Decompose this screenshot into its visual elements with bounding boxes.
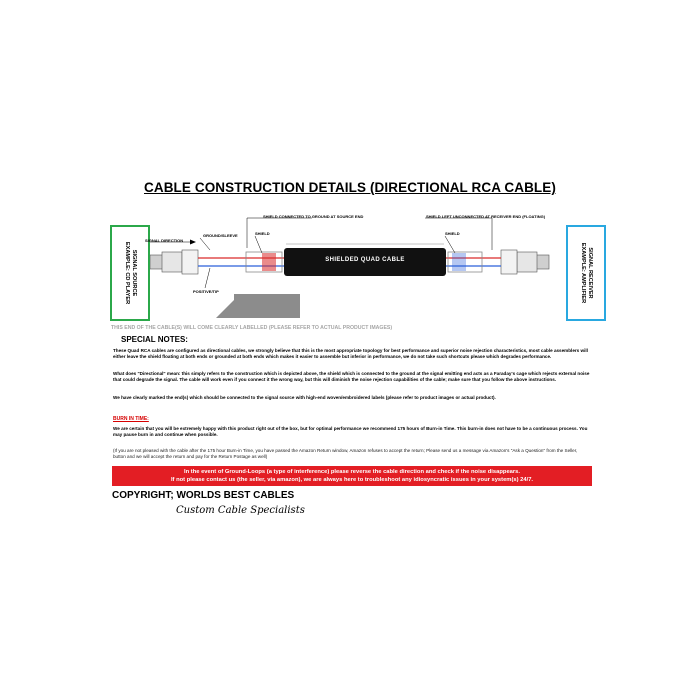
special-notes-p1: These Quad RCA cables are configured as directional cables, we strongly believe that this is the most appropriate topology for best performance and superior noise rejection characteristics, most cable assemblers will either leave the shield floating at both ends or grounded at both ends which makes it easier to assemble but inferior in performance, we do not take such shortcuts please which degrades performance.	[113, 348, 588, 360]
banner-line-2: If not please contact us (the seller, via amazon), we are always here to troubleshoot any idiosyncratic issues in your system(s) 24/7.	[170, 477, 534, 483]
special-notes-p3: We have clearly marked the end(s) which should be connected to the signal source with high-end woven/embroidered labels (please refer to product images or actual product).	[113, 395, 496, 400]
cable-label: SHIELDED QUAD CABLE	[325, 257, 405, 263]
copyright-text: COPYRIGHT; WORLDS BEST CABLES	[112, 490, 295, 501]
banner-line-1: In the event of Ground-Loops (a type of interference) please reverse the cable direction and check if the noise disappears.	[184, 469, 520, 475]
left-heatshrink	[262, 253, 276, 271]
tagline: Custom Cable Specialists	[176, 505, 305, 516]
page-title: CABLE CONSTRUCTION DETAILS (DIRECTIONAL RCA CABLE)	[144, 180, 556, 195]
ground-loop-banner	[112, 466, 592, 486]
right-heatshrink	[452, 253, 466, 271]
burn-in-p1: We are certain that you will be extremely happy with this product right out of the box, but for optimal performance we recommend 175 hours of Burn-in Time. This burn-in does not have to be a continuous process. You may pause burn in and continue when possible.	[113, 426, 588, 438]
signal-source-label: SIGNAL SOURCE	[131, 249, 138, 297]
shield-unconnected-label: SHIELD LEFT UNCONNECTED AT RECEIVER END (FLOATING)	[426, 214, 546, 219]
signal-direction-arrowhead	[190, 240, 196, 245]
signal-receiver-label: SIGNAL RECEIVER	[587, 247, 593, 299]
shield-connected-label: SHIELD CONNECTED TO GROUND AT SOURCE END	[263, 214, 364, 219]
shield-left-label: SHIELD	[255, 231, 270, 236]
end-note: THIS END OF THE CABLE(S) WILL COME CLEARLY LABELLED (PLEASE REFER TO ACTUAL PRODUCT IMAGES)	[111, 325, 393, 331]
signal-direction-label: SIGNAL DIRECTION	[145, 238, 184, 243]
ground-sleeve-label: GROUND/SLEEVE	[203, 233, 238, 238]
left-rca-sleeve	[162, 252, 182, 272]
burn-in-heading: BURN IN TIME:	[113, 416, 149, 422]
signal-source-box	[110, 225, 150, 321]
special-notes-p2: What does "Directional" mean: this simply refers to the construction which is depicted above, the shield which is connected to the ground at the signal emitting end acts as a Faraday's cage which rejects external noise that could degrade the signal. The cable will work even if you connect it the wrong way, but this will diminish the noise rejection capabilities of the cable; make sure that you follow the above instructions.	[113, 371, 590, 383]
shield-right-label: SHIELD	[445, 231, 460, 236]
signal-receiver-box	[566, 225, 606, 321]
positive-tip-label: POSITIVE/TIP	[193, 289, 219, 294]
right-rca-body	[501, 250, 517, 274]
burn-in-p2: (If you are not pleased with the cable after the 175 hour Burn-in Time, you have passed the Amazon Return window, Amazon refuses to accept the return; Please send us a message via Amazon's "Ask a Question" from the Seller, button and we will accept the return and pay for the Return Postage as well)	[113, 448, 578, 460]
signal-receiver-example: EXAMPLE: AMPLIFIER	[580, 242, 586, 304]
right-rca-sleeve	[517, 252, 537, 272]
direction-arrow	[216, 294, 300, 318]
signal-source-example: EXAMPLE: CD PLAYER	[124, 241, 131, 305]
left-rca-body	[182, 250, 198, 274]
special-notes-heading: SPECIAL NOTES:	[121, 335, 188, 344]
